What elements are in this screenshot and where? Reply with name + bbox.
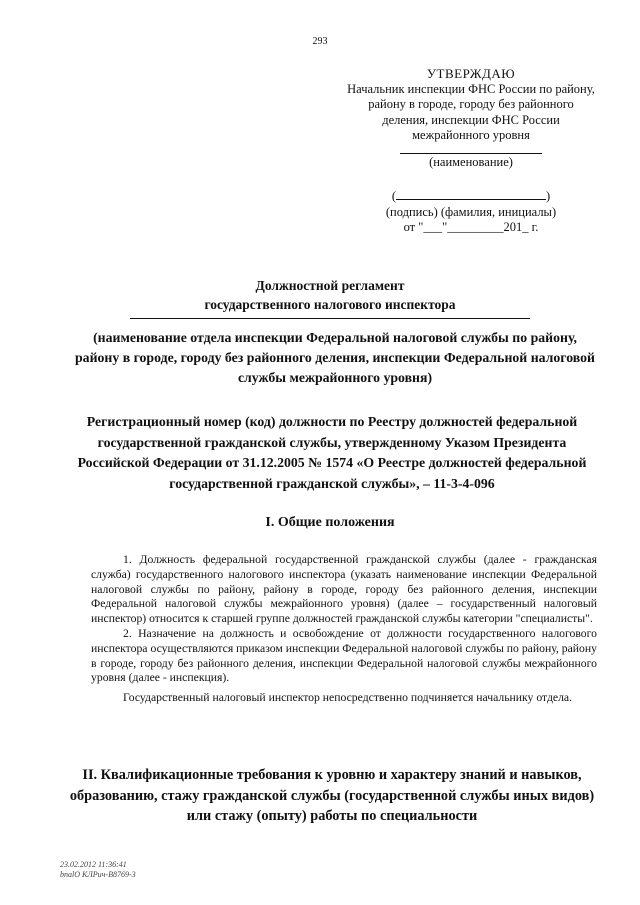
page-number: 293 [312,36,328,47]
name-caption: (наименование) [429,154,513,169]
approval-heading: УТВЕРЖДАЮ [426,66,516,81]
signature-caption: (подпись) (фамилия, инициалы) [385,204,557,219]
signature-close-paren: ) [546,189,551,203]
approval-line: межрайонного уровня [412,128,530,142]
signature-open-paren: ( [391,189,396,203]
approval-line: Начальник инспекции ФНС России по району, [347,81,595,96]
approval-line: деления, инспекции ФНС России [382,112,560,127]
registration-number: Регистрационный номер (код) должности по Реестру должностей федеральной государственной гражданской службы, утвержденному Указом Президента Российской Федерации от 31.12.2005 № 1574 «О Реестре должностей федеральной государственной гражданской службы», – 11-3-4-096 [77,414,587,491]
name-underline [400,153,542,154]
section-1-body [91,553,597,706]
section-2-heading: II. Квалификационные требования к уровню и характеру знаний и навыков, образованию, стажу гражданской службы (государственной службы иных видов) или стажу (опыту) работы по специальности [69,767,595,824]
signature-line [336,188,606,205]
approval-line: району в городе, городу без районного [368,97,574,111]
paragraph: 2. Назначение на должность и освобождение от должности государственного налогового инспектора осуществляются приказом инспекции Федеральной налоговой службы по району, району в городе, городу без районного деления, инспекции Федеральной налоговой службы межрайонного уровня (далее - инспекция). [91,626,597,685]
document-title [60,276,600,321]
signature-blank [396,188,546,200]
paragraph: Государственный налоговый инспектор непосредственно подчиняется начальнику отдела. [123,691,573,705]
title-underline [130,318,530,319]
section-1-heading: I. Общие положения [265,515,395,530]
department-subtitle: (наименование отдела инспекции Федеральной налоговой службы по району, району в городе, городу без районного деления, инспекции Федеральной налоговой службы межрайонного уровня) [75,330,595,385]
title-line-1: Должностной регламент [255,278,405,293]
title-line-2: государственного налогового инспектора [204,297,456,312]
approval-block [336,66,606,236]
paragraph: 1. Должность федеральной государственной гражданской службы (далее - гражданская служба) государственного налогового инспектора (указать наименование инспекции Федеральной налоговой службы по району, району в городе, городу без районного деления, инспекции Федеральной налоговой службы межрайонного уровня) (далее – государственный налоговый инспектор) относится к старшей группе должностей гражданской службы категории "специалисты". [91,553,597,626]
footer-stamp [60,860,136,880]
footer-line-2: bnalO КЛРич-B8769-3 [60,870,136,879]
footer-line-1: 23.02.2012 11:36:41 [60,860,127,869]
date-line: от "___"_________201_ г. [403,220,539,234]
